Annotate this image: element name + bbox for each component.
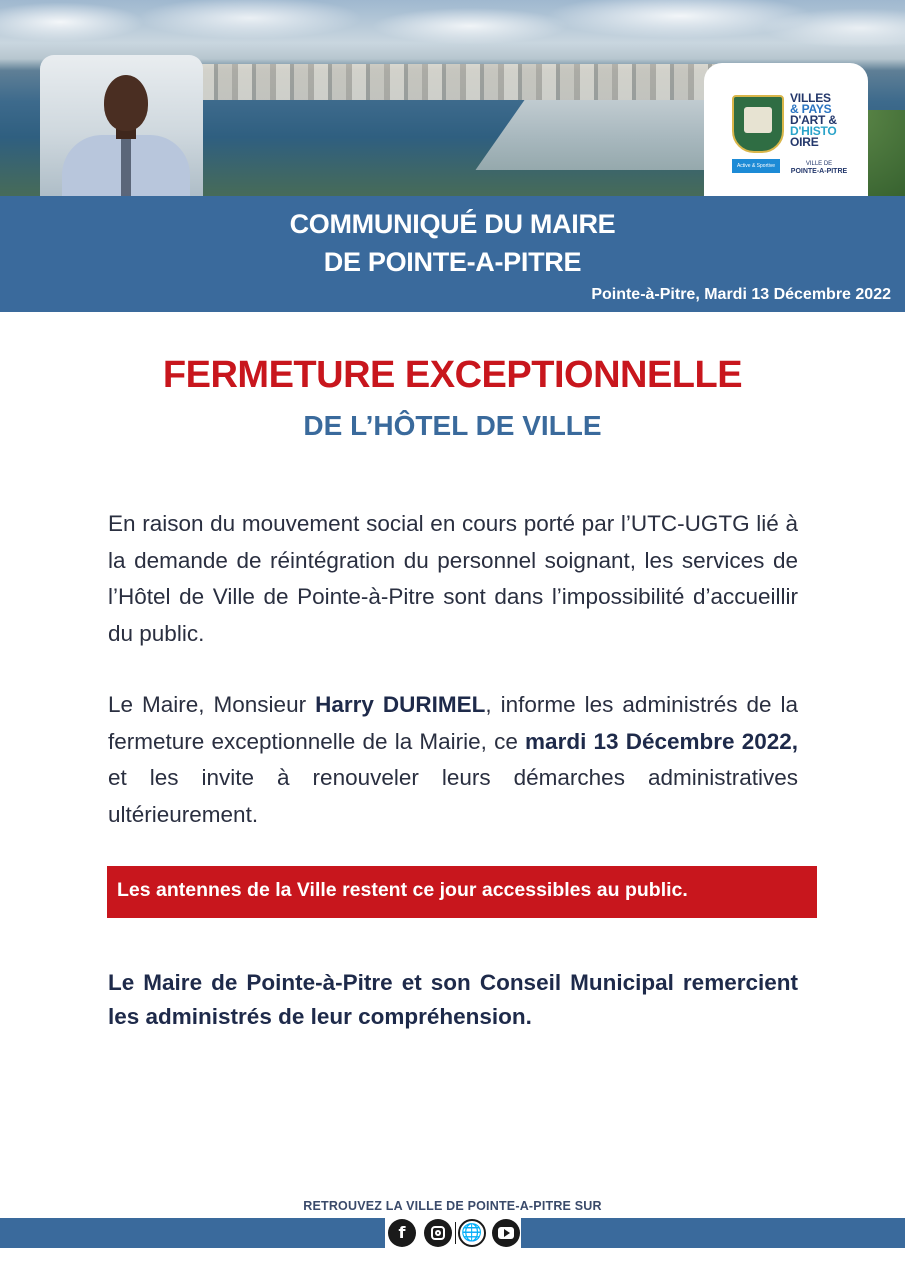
closure-date: mardi 13 Décembre 2022, bbox=[525, 728, 798, 754]
instagram-icon[interactable] bbox=[424, 1219, 452, 1247]
portrait-tie bbox=[121, 139, 131, 197]
footer-label: RETROUVEZ LA VILLE DE POINTE-A-PITRE SUR bbox=[303, 1199, 602, 1213]
youtube-icon[interactable] bbox=[492, 1219, 520, 1247]
footer-bar-right bbox=[521, 1218, 905, 1248]
sub-headline: DE L’HÔTEL DE VILLE bbox=[303, 410, 602, 441]
city-crest-icon bbox=[732, 95, 784, 153]
paragraph-closure: Le Maire, Monsieur Harry DURIMEL, informe les administrés de la fermeture exceptionnelle de la Mairie, ce mardi 13 Décembre 2022, et les invite à renouveler leurs démarches administratives ultérieurement. bbox=[108, 692, 798, 827]
paragraph-strike: En raison du mouvement social en cours porté par l’UTC-UGTG lié à la demande de réintégration du personnel soignant, les services de l’Hôtel de Ville de Pointe-à-Pitre sont dans l’impossibilité d’accueillir du public. bbox=[108, 511, 798, 646]
city-name-small: VILLE DE POINTE-A-PITRE bbox=[790, 161, 848, 175]
notice-text: Les antennes de la Ville restent ce jour accessibles au public. bbox=[117, 879, 688, 901]
mayor-portrait bbox=[40, 55, 203, 197]
notice-box bbox=[107, 866, 817, 918]
sport-badge: Active & Sportive bbox=[732, 159, 780, 173]
web-icon[interactable]: 🌐 bbox=[458, 1219, 486, 1247]
communique-date: Pointe-à-Pitre, Mardi 13 Décembre 2022 bbox=[591, 286, 891, 303]
main-headline: FERMETURE EXCEPTIONNELLE bbox=[162, 354, 743, 396]
city-skyline bbox=[180, 64, 740, 100]
footer-bar-left bbox=[0, 1218, 385, 1248]
city-logo-card bbox=[704, 63, 868, 197]
communique-title: COMMUNIQUÉ DU MAIRE DE POINTE-A-PITRE bbox=[289, 209, 616, 277]
mayor-name: Harry DURIMEL bbox=[315, 692, 486, 717]
facebook-icon[interactable]: f bbox=[388, 1219, 416, 1247]
portrait-head bbox=[104, 75, 148, 131]
closing-statement: Le Maire de Pointe-à-Pitre et son Conseil Municipal remercient les administrés de leur compréhension. bbox=[108, 970, 798, 1029]
footer-separator bbox=[455, 1222, 456, 1244]
villes-pays-art-histoire-logo: VILLES & PAYS D'ART & D'HISTO OIRE bbox=[790, 91, 837, 149]
